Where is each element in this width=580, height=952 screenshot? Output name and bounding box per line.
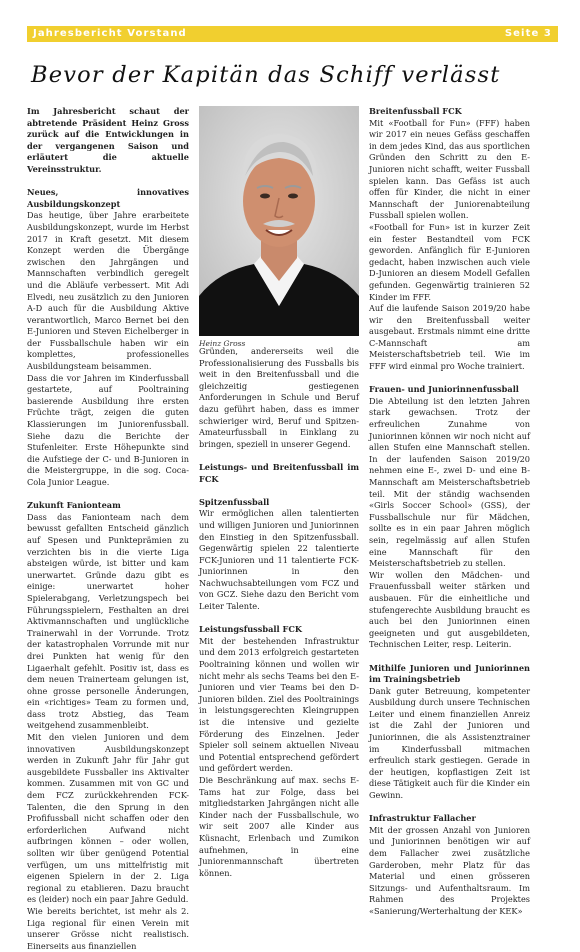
paragraph: Die Abteilung ist den letzten Jahren stark gewachsen. Trotz der erfreulichen Zunahme von Juniorinnen können wir noch nicht auf allen Stufen eine Mannschaft stellen. In der laufenden Saison 2019/20 nehmen eine E-, zwei D- und eine B-Mannschaft am Meisterschaftsbetrieb teil. Mit der ständig wachsenden «Girls Soccer School» (GSS), der Fussballschule nur für Mädchen, sollte es in ein paar Jahren möglich sein, regelmässig auf allen Stufen eine Mannschaft für den Meisterschaftsbetrieb zu stellen. — [369, 395, 530, 569]
heading-leistungsfussball: Leistungsfussball FCK — [199, 624, 302, 635]
portrait-image — [199, 106, 359, 336]
paragraph: Mit den vielen Junioren und dem innovativen Ausbildungskonzept werden in Zukunft Jahr für Jahr gut ausgebildete Fussballer ins Aktivalter kommen. Zusammen mit von GC und dem FCZ zurückkehrenden FCK-Talenten, die den Sprung in den Profifussball nicht schaffen oder den erforderlichen Aufwand nicht aufbringen können – oder wollen, sollten wir über genügend Potential verfügen, um uns mittelfristig mit eigenen Spielern in der 2. Liga regional zu etablieren. Dazu braucht es (leider) noch ein paar Jahre Geduld. — [27, 732, 189, 905]
heading-spitzenfussball: Spitzenfussball — [199, 496, 270, 507]
paragraph: Mit der bestehenden Infrastruktur und dem 2013 erfolgreich gestarteten Pooltraining können und wollen wir nicht mehr als sechs Teams bei den E-Junioren und vier Teams bei den D-Junioren bilden. Ziel des Pooltrainings in leistungsgerechten Kleingruppen ist die intensive und gezielte Förderung des Einzelnen. Jeder Spieler soll seinem aktuellen Niveau und Potential entsprechend gefördert und gefördert werden. — [199, 635, 359, 774]
section-label: Jahresbericht Vorstand — [33, 28, 187, 39]
photo-caption: Heinz Gross — [199, 339, 246, 348]
intro-paragraph: Im Jahresbericht schaut der abtretende Präsident Heinz Gross zurück auf die Entwicklungen in der vergangenen Saison und erläutert die aktuelle Vereinsstruktur. — [27, 106, 189, 174]
paragraph: Wie bereits berichtet, ist mehr als 2. Liga regional für einen Verein mit unserer Grösse nicht realistisch. Einerseits aus finanziellen — [27, 905, 189, 951]
page-number: Seite 3 — [504, 28, 552, 39]
header-bar — [27, 26, 558, 42]
heading-mithilfe: Mithilfe Junioren und Juniorinnen im Trainingsbetrieb — [369, 662, 530, 685]
paragraph: Dass das Fanionteam nach dem bewusst gefallten Entscheid gänzlich auf Spesen und Punkteprämien zu verzichten bis in die vierte Liga absteigen würde, ist bitter und kam unerwartet. Gründe dazu gibt es einige: unerwartet hoher Spielerabgang, Verletzungspech bei Führungsspielern, Festhalten an drei Aktivmannschaften und unglückliche Trainerwahl in der Vorrunde. Trotz der katastrophalen Vorrunde mit nur drei Punkten hat wenig für den Ligaerhalt gefehlt. Positiv ist, dass es dem neuen Trainerteam gelungen ist, ohne grosse personelle Änderungen, ein «richtiges» Team zu formen und, dass trotz Abstieg, das Team weitgehend zusammenbleibt. — [27, 511, 189, 731]
column-1 — [27, 106, 189, 952]
heading-fanionteam: Zukunft Fanionteam — [27, 500, 121, 511]
paragraph: Mit der grossen Anzahl von Junioren und Juniorinnen benötigen wir auf dem Fallacher zwei zusätzliche Garderoben, mehr Platz für das Material und einen grösseren Sitzungs- und Aufenthaltsraum. Im Rahmen des Projektes «Sanierung/Werterhaltung der KEK» — [369, 824, 530, 916]
heading-infrastruktur: Infrastruktur Fallacher — [369, 813, 476, 824]
paragraph: Das heutige, über Jahre erarbeitete Ausbildungskonzept, wurde im Herbst 2017 in Kraft gesetzt. Mit diesem Konzept werden die Übergänge zwischen den Jahrgängen und Mannschaften verbindlich geregelt und die Abläufe verbessert. Mit Adi Elvedi, neu zusätzlich zu den Junioren A-D auch für die Ausbildung Aktive verantwortlich, Marco Bernet bei den E-Junioren und Steven Eichelberger in der Fussballschule haben wir ein komplettes, professionelles Ausbildungsteam beisammen. — [27, 210, 189, 372]
paragraph: Dank guter Betreuung, kompetenter Ausbildung durch unsere Technischen Leiter und einem finanziellen Anreiz ist die Zahl der Junioren und Juniorinnen, die als Assistenztrainer im Kinderfussball mitmachen erfreulich stark gestiegen. Gerade in der heutigen, kopflastigen Zeit ist diese Tätigkeit auch für die Kinder ein Gewinn. — [369, 685, 530, 801]
paragraph: Dass die vor Jahren im Kinderfussball gestartete, auf Pooltraining basierende Ausbildung ihre ersten Früchte trägt, zeigen die guten Klassierungen im Juniorenfussball. Siehe dazu die Berichte der Stufenleiter. Erste Höhepunkte sind die Aufstiege der C- und B-Junioren in die Meistergruppe, in die sog. Coca-Cola Junior League. — [27, 372, 189, 487]
heading-frauenfussball: Frauen- und Juniorinnenfussball — [369, 384, 519, 395]
paragraph: Wir wollen den Mädchen- und Frauenfussball weiter stärken und ausbauen. Für die einheitliche und stufengerechte Ausbildung braucht es auch bei den Juniorinnen einen geeigneten und gut ausgebildeten, Technischen Leiter, resp. Leiterin. — [369, 569, 530, 650]
paragraph: Auf die laufende Saison 2019/20 habe wir den Breitenfussball weiter ausgebaut. Erstmals nimmt eine dritte C-Mannschaft am Meisterschaftsbetrieb teil. Wie im FFF wird einmal pro Woche trainiert. — [369, 303, 530, 372]
column-3 — [369, 106, 530, 918]
portrait-photo — [199, 106, 359, 336]
paragraph: «Football for Fun» ist in kurzer Zeit ein fester Bestandteil vom FCK geworden. Anfänglich für E-Junioren gedacht, haben inzwischen auch viele D-Junioren an diesem Modell Gefallen gefunden. Gegenwärtig trainieren 52 Kinder im FFF. — [369, 221, 530, 302]
paragraph: Gründen, andererseits weil die Professionalisierung des Fussballs bis weit in den Breitenfussball und die gleichzeitig gestiegenen Anforderungen in Schule und Beruf dazu geführt haben, dass es immer schwieriger wird, Beruf und Spitzen-Amateurfussball in Einklang zu bringen, speziell in unserer Gegend. — [199, 346, 359, 449]
paragraph: Wir ermöglichen allen talentierten und willigen Junioren und Juniorinnen den Einstieg in den Spitzenfussball. Gegenwärtig spielen 22 talentierte FCK-Junioren und 11 talentierte FCK-Juniorinnen in den Nachwuchsabteilungen vom FCZ und von GCZ. Siehe dazu den Bericht vom Leiter Talente. — [199, 508, 359, 612]
column-2 — [199, 346, 359, 879]
article-title: Bevor der Kapitän das Schiff verlässt — [31, 62, 501, 88]
paragraph: Mit «Football for Fun» (FFF) haben wir 2017 ein neues Gefäss geschaffen in dem jedes Kind, das aus sportlichen Gründen den Schritt zu den E-Junioren nicht schafft, weiter Fussball spielen kann. Das Gefäss ist auch offen für Kinder, die nicht in einer Mannschaft der Juniorenabteilung Fussball spielen wollen. — [369, 117, 530, 221]
heading-ausbildungskonzept: Neues, innovatives Ausbildungskonzept — [27, 187, 189, 209]
heading-breitenfussball: Breitenfussball FCK — [369, 106, 462, 116]
heading-leistung-breite: Leistungs- und Breitenfussball im FCK — [199, 461, 359, 484]
paragraph: Die Beschränkung auf max. sechs E-Tams hat zur Folge, dass bei mitgliedstarken Jahrgängen nicht alle Kinder nach der Fussballschule, wo wir seit 2007 alle Kinder aus Küsnacht, Erlenbach und Zumikon aufnehmen, in eine Juniorenmannschaft übertreten können. — [199, 774, 359, 878]
